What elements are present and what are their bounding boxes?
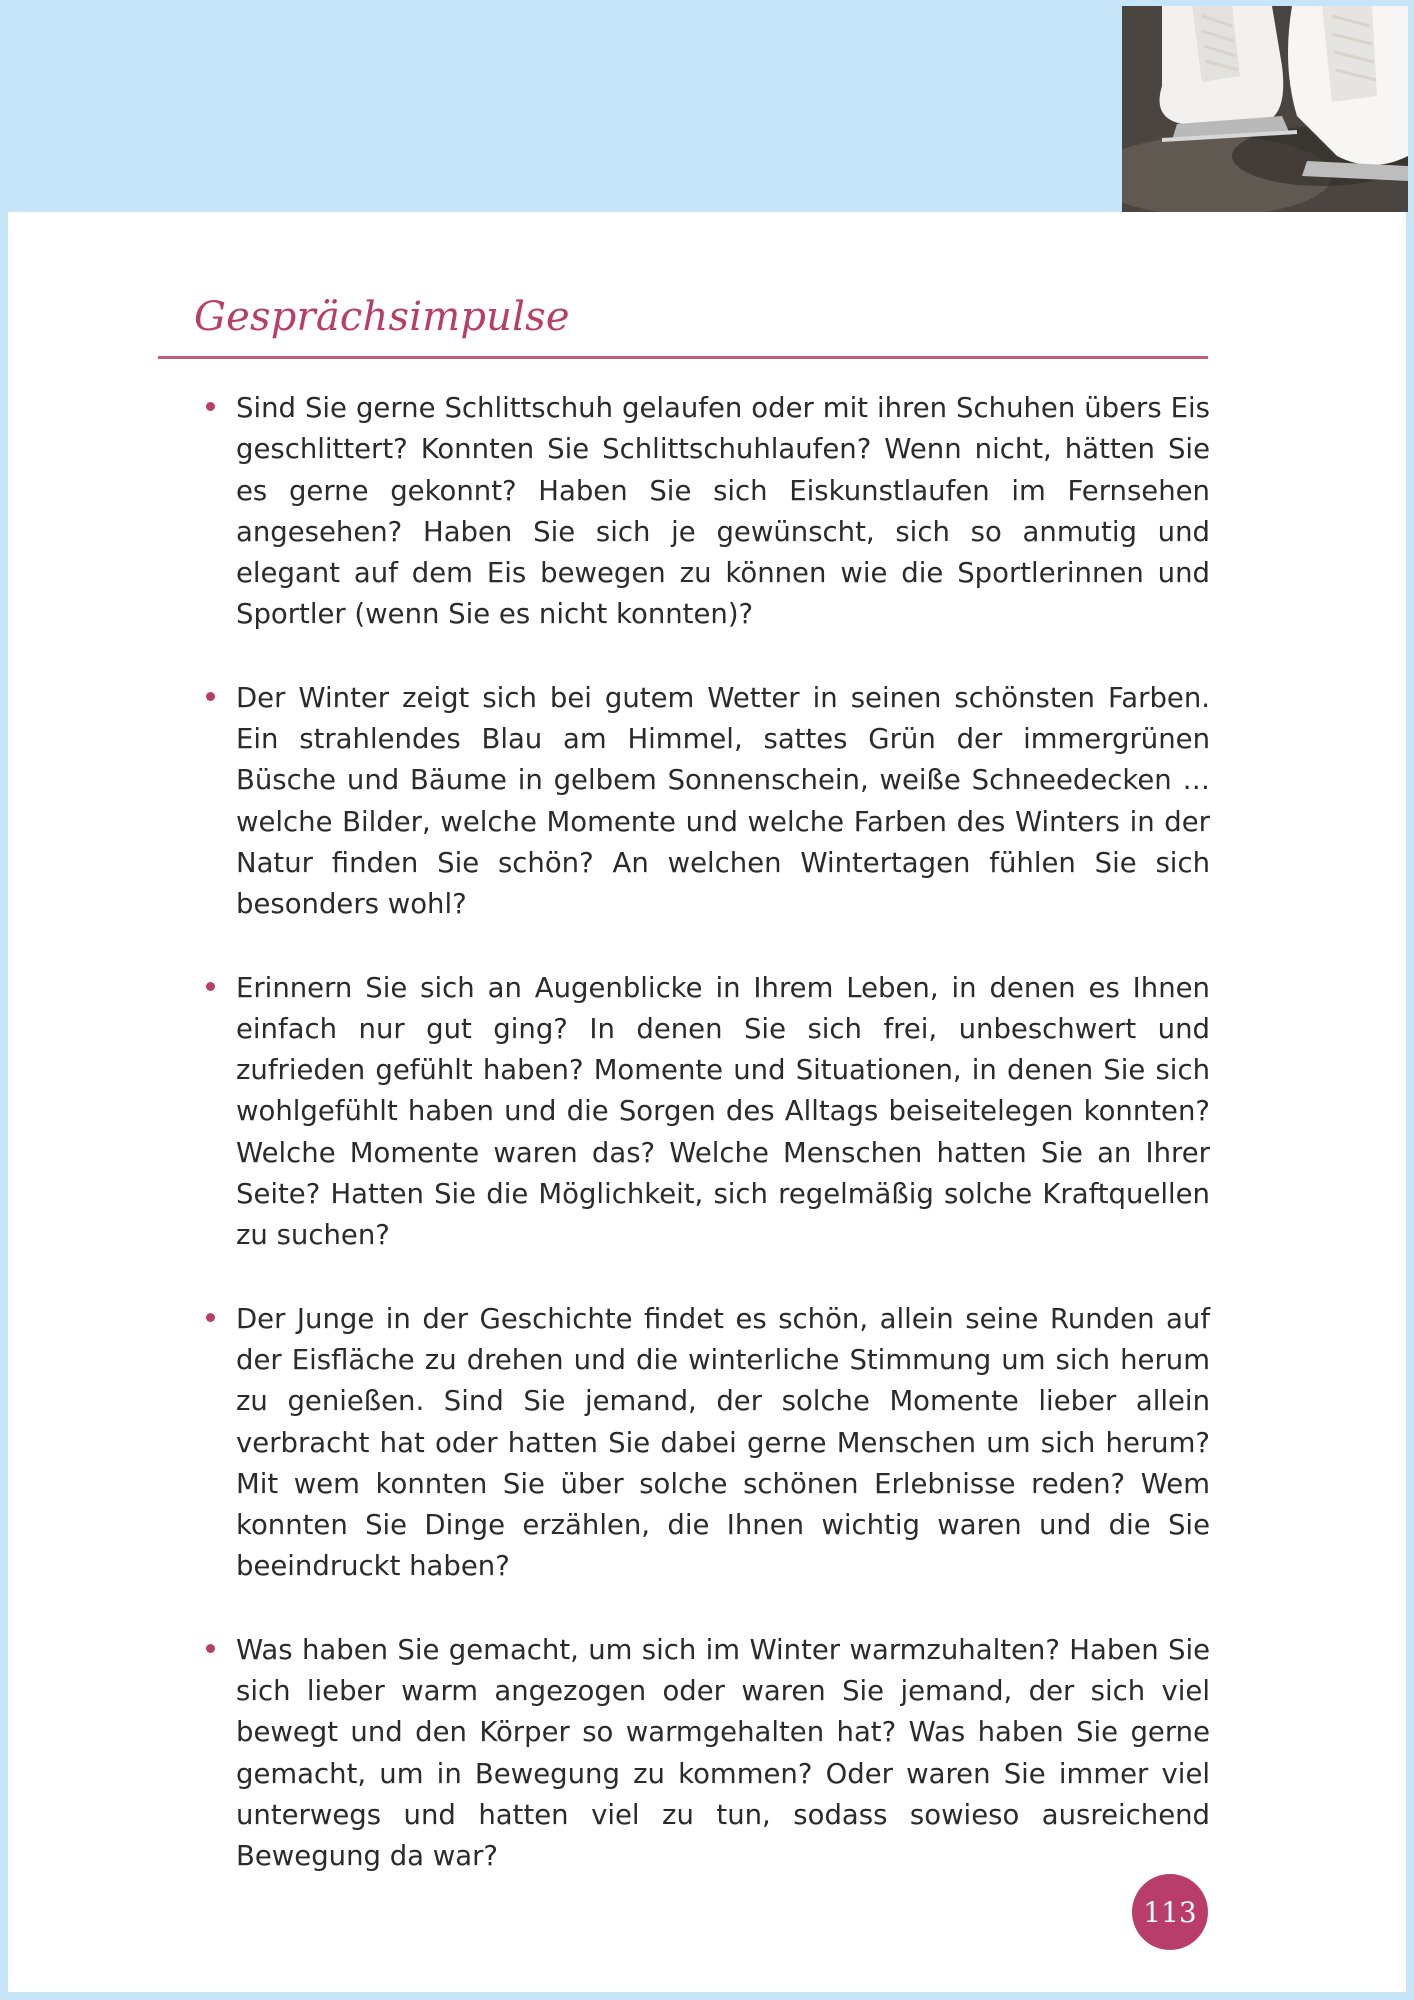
list-item (194, 1630, 1210, 1878)
bullet-icon (206, 982, 215, 991)
question-list (194, 388, 1210, 1920)
list-item (194, 1299, 1210, 1588)
ice-skates-illustration (1122, 6, 1408, 212)
bullet-icon (206, 1644, 215, 1653)
list-item (194, 678, 1210, 926)
list-item (194, 968, 1210, 1257)
page-number-badge: 113 (1132, 1874, 1208, 1950)
page (8, 212, 1406, 1992)
list-item (194, 388, 1210, 636)
ice-skates-photo (1122, 6, 1408, 212)
bullet-icon (206, 692, 215, 701)
list-item-text: Erinnern Sie sich an Augenblicke in Ihrem Leben, in denen es Ihnen einfach nur gut ging? In denen Sie sich frei, unbeschwert und zufrieden gefühlt haben? Momente und Situationen, in denen Sie sich wohlgefühlt haben und die Sorgen des Alltags beiseitelegen konnten? Welche Momente waren das? Welche Menschen hatten Sie an Ihrer Seite? Hatten Sie die Möglichkeit, sich regelmäßig solche Kraftquellen zu suchen? (236, 971, 1210, 1252)
bullet-icon (206, 1313, 215, 1322)
list-item-text: Was haben Sie gemacht, um sich im Winter warmzuhalten? Haben Sie sich lieber warm angezogen oder waren Sie jemand, der sich viel bewegt und den Körper so warmgehalten hat? Was haben Sie gerne gemacht, um in Bewegung zu kommen? Oder waren Sie immer viel unterwegs und hatten viel zu tun, sodass sowieso ausreichend Bewegung da war? (236, 1633, 1210, 1873)
list-item-text: Der Winter zeigt sich bei gutem Wetter in seinen schönsten Farben. Ein strahlendes Blau am Himmel, sattes Grün der immergrünen Büsche und Bäume in gelbem Sonnenschein, weiße Schneedecken … welche Bilder, welche Momente und welche Farben des Winters in der Natur finden Sie schön? An welchen Wintertagen fühlen Sie sich besonders wohl? (236, 681, 1210, 921)
section-heading: Gesprächsimpulse (194, 294, 570, 340)
heading-divider (158, 356, 1208, 359)
bullet-icon (206, 402, 215, 411)
list-item-text: Der Junge in der Geschichte findet es schön, allein seine Runden auf der Eisfläche zu drehen und die winterliche Stimmung um sich herum zu genießen. Sind Sie jemand, der solche Momente lieber allein verbracht hat oder hatten Sie dabei gerne Menschen um sich herum? Mit wem konnten Sie über solche schönen Erlebnisse reden? Wem konnten Sie Dinge erzählen, die Ihnen wichtig waren und die Sie beeindruckt haben? (236, 1302, 1210, 1583)
list-item-text: Sind Sie gerne Schlittschuh gelaufen oder mit ihren Schuhen übers Eis geschlittert? Konnten Sie Schlittschuhlaufen? Wenn nicht, hätten Sie es gerne gekonnt? Haben Sie sich Eiskunstlaufen im Fernsehen angesehen? Haben Sie sich je gewünscht, sich so anmutig und elegant auf dem Eis bewegen zu können wie die Sportlerinnen und Sportler (wenn Sie es nicht konnten)? (236, 392, 1210, 631)
